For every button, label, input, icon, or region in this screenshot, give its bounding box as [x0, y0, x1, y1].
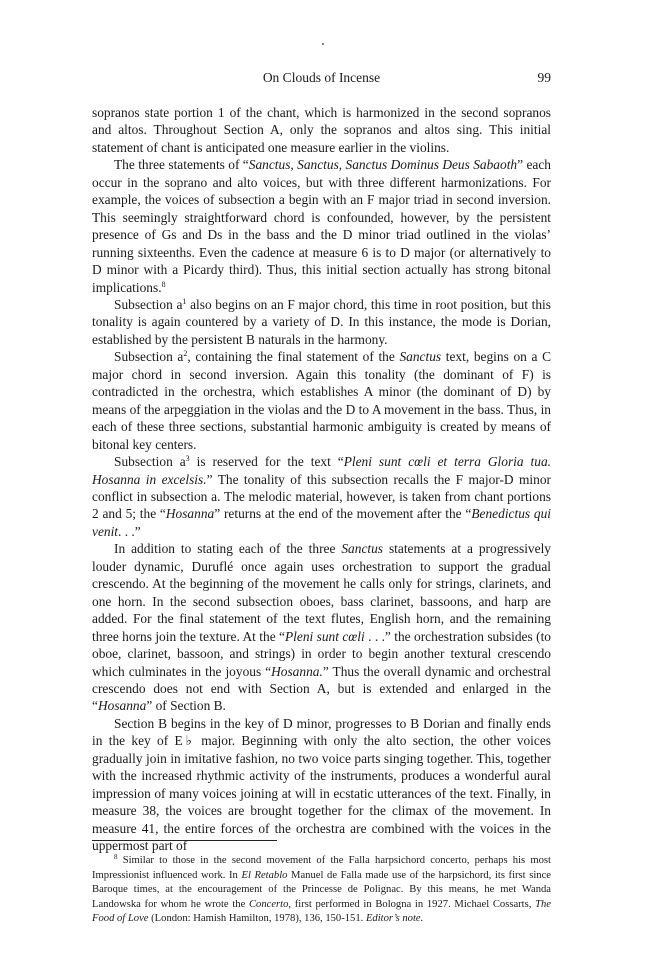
latin-text: Sanctus — [399, 349, 442, 365]
paragraph-text: Subsection a — [114, 454, 186, 470]
paragraph-text: ” each occur in the soprano and alto voices, but with three different harmonizations. For example, the voices of subsection a begin with an F major triad in second inversion. This seemingly straightforward chord is confounded, however, by the persistent presence of Gs and Ds in the bass and the D minor triad outlined in the violas’ running sixteenths. Even the cadence at measure 6 is to D major (or alternatively to D minor with a Picardy third). Thus, this initial section actually has strong bitonal implications. — [92, 157, 551, 295]
footnote-text: (London: Hamish Hamilton, 1978), 136, 150-151. — [148, 913, 366, 925]
paragraph-text: . . .” — [118, 523, 141, 539]
running-title: On Clouds of Incense — [262, 70, 381, 85]
latin-text: Benedictus qui venit — [92, 506, 551, 539]
paragraph-text: ” Thus the overall dynamic and orchestral crescendo does not end with Section A, but is extended and enlarged in the “ — [92, 663, 552, 714]
paragraph-text: sopranos state portion 1 of the chant, which is harmonized in the second sopranos and altos. Throughout Section A, only the sopranos and altos sing. This initial statement of chant is anticipated one measure earlier in the violins. — [92, 105, 551, 155]
paragraph-text: In addition to stating each of the three — [114, 541, 342, 557]
paragraph-text: ” of Section B. — [146, 698, 226, 714]
latin-text: Pleni sunt cœli et terra Gloria tua. Hosanna in excelsis. — [92, 454, 551, 487]
paragraph-text: also begins on an F major chord, this time in root position, but this tonality is again countered by a variety of D. In this instance, the mode is Dorian, established by the persistent B naturals in the harmony. — [92, 296, 551, 347]
work-title: Concerto — [248, 898, 289, 910]
latin-text: Sanctus — [341, 541, 384, 557]
paragraph-text: Subsection a — [114, 349, 184, 365]
footnote-text: Manuel de Falla made use of the harpsichord, its first since Baroque times, at the encouragement of the Princesse de Polignac. By this means, he met Wanda Landowska for whom he wrote the — [92, 869, 551, 910]
paragraph-3 — [92, 296, 551, 348]
paragraph-text: statements at a progressively louder dynamic, Duruflé once again uses orchestration to support the gradual crescendo. At the beginning of the movement he calls only for strings, clarinets, and one horn. In the second subsection oboes, bass clarinet, bassoons, and harp are added. For the final statement of the text flutes, English horn, and the remaining three horns join the texture. At the “ — [92, 541, 551, 644]
body-text — [92, 104, 551, 854]
paragraph-7 — [92, 715, 551, 855]
subsection-superscript: 1 — [182, 296, 187, 306]
footnote-reference[interactable]: 8 — [161, 279, 166, 289]
paragraph-6 — [92, 540, 551, 715]
paragraph-text: ” The tonality of this subsection recalls the F major-D minor conflict in subsection a. The melodic material, however, is taken from chant portions 2 and 5; the “ — [92, 471, 551, 522]
paragraph-text: , containing the final statement of the — [187, 349, 400, 365]
paragraph-text: Section B begins in the key of D minor, progresses to B Dorian and finally ends in the key of E♭ major. Beginning with only the alto section, the other voices gradually join in imitative fashion, no two voice parts singing together. This, together with the increased rhythmic activity of the instruments, produces a wonderful aural impression of many voices joining at will in ecstatic utterances of the text. Finally, in measure 38, the voices are brought together for the climax of the movement. In measure 41, the entire forces of the orchestra are combined with the voices in the uppermost part of — [92, 715, 551, 854]
paragraph-text: Subsection a — [114, 296, 183, 312]
work-title: El Retablo — [241, 869, 288, 881]
paragraph-text: is reserved for the text “ — [189, 454, 344, 470]
paragraph-5 — [92, 453, 551, 540]
paragraph-text: The three statements of “ — [114, 157, 249, 173]
subsection-superscript: 3 — [185, 454, 190, 464]
editor-note: Editor’s note. — [365, 913, 424, 925]
book-title: The Food of Love — [92, 898, 551, 925]
latin-text: Hosanna — [97, 698, 147, 714]
latin-text: Hosanna. — [271, 663, 323, 679]
latin-text: Sanctus, Sanctus, Sanctus Dominus Deus Sabaoth — [248, 157, 518, 173]
footnote-text: Similar to those in the second movement of the Falla harpsichord concerto, perhaps his most Impressionist influenced work. In — [92, 855, 551, 881]
footnote-8 — [92, 854, 551, 927]
paragraph-text: ” returns at the end of the movement after the “ — [214, 506, 472, 522]
latin-text: Pleni sunt cœli — [284, 628, 365, 644]
paragraph-text: . . .” the orchestration subsides (to oboe, clarinet, bassoon, and strings) in order to begin another textural crescendo which culminates in the joyous “ — [92, 628, 551, 679]
page-number: 99 — [537, 70, 551, 85]
footnote-rule — [92, 840, 277, 841]
subsection-superscript: 2 — [183, 349, 188, 359]
scan-speck — [322, 43, 324, 45]
paragraph-text: text, begins on a C major chord in second inversion. Again this tonality (the dominant of F) is contradicted in the orchestra, which establishes A minor (the dominant of D) by means of the arpeggiation in the violas and the D to A movement in the bass. Thus, in each of these three sections, substantial harmonic ambiguity is created by means of bitonal key centers. — [92, 349, 551, 452]
paragraph-4 — [92, 348, 551, 453]
paragraph-1 — [92, 104, 551, 156]
footnote-marker: 8 — [114, 853, 118, 861]
running-header — [92, 70, 551, 88]
paragraph-2 — [92, 156, 551, 296]
footnote-text: , first performed in Bologna in 1927. Michael Cossarts, — [288, 898, 536, 910]
latin-text: Hosanna — [165, 506, 215, 522]
